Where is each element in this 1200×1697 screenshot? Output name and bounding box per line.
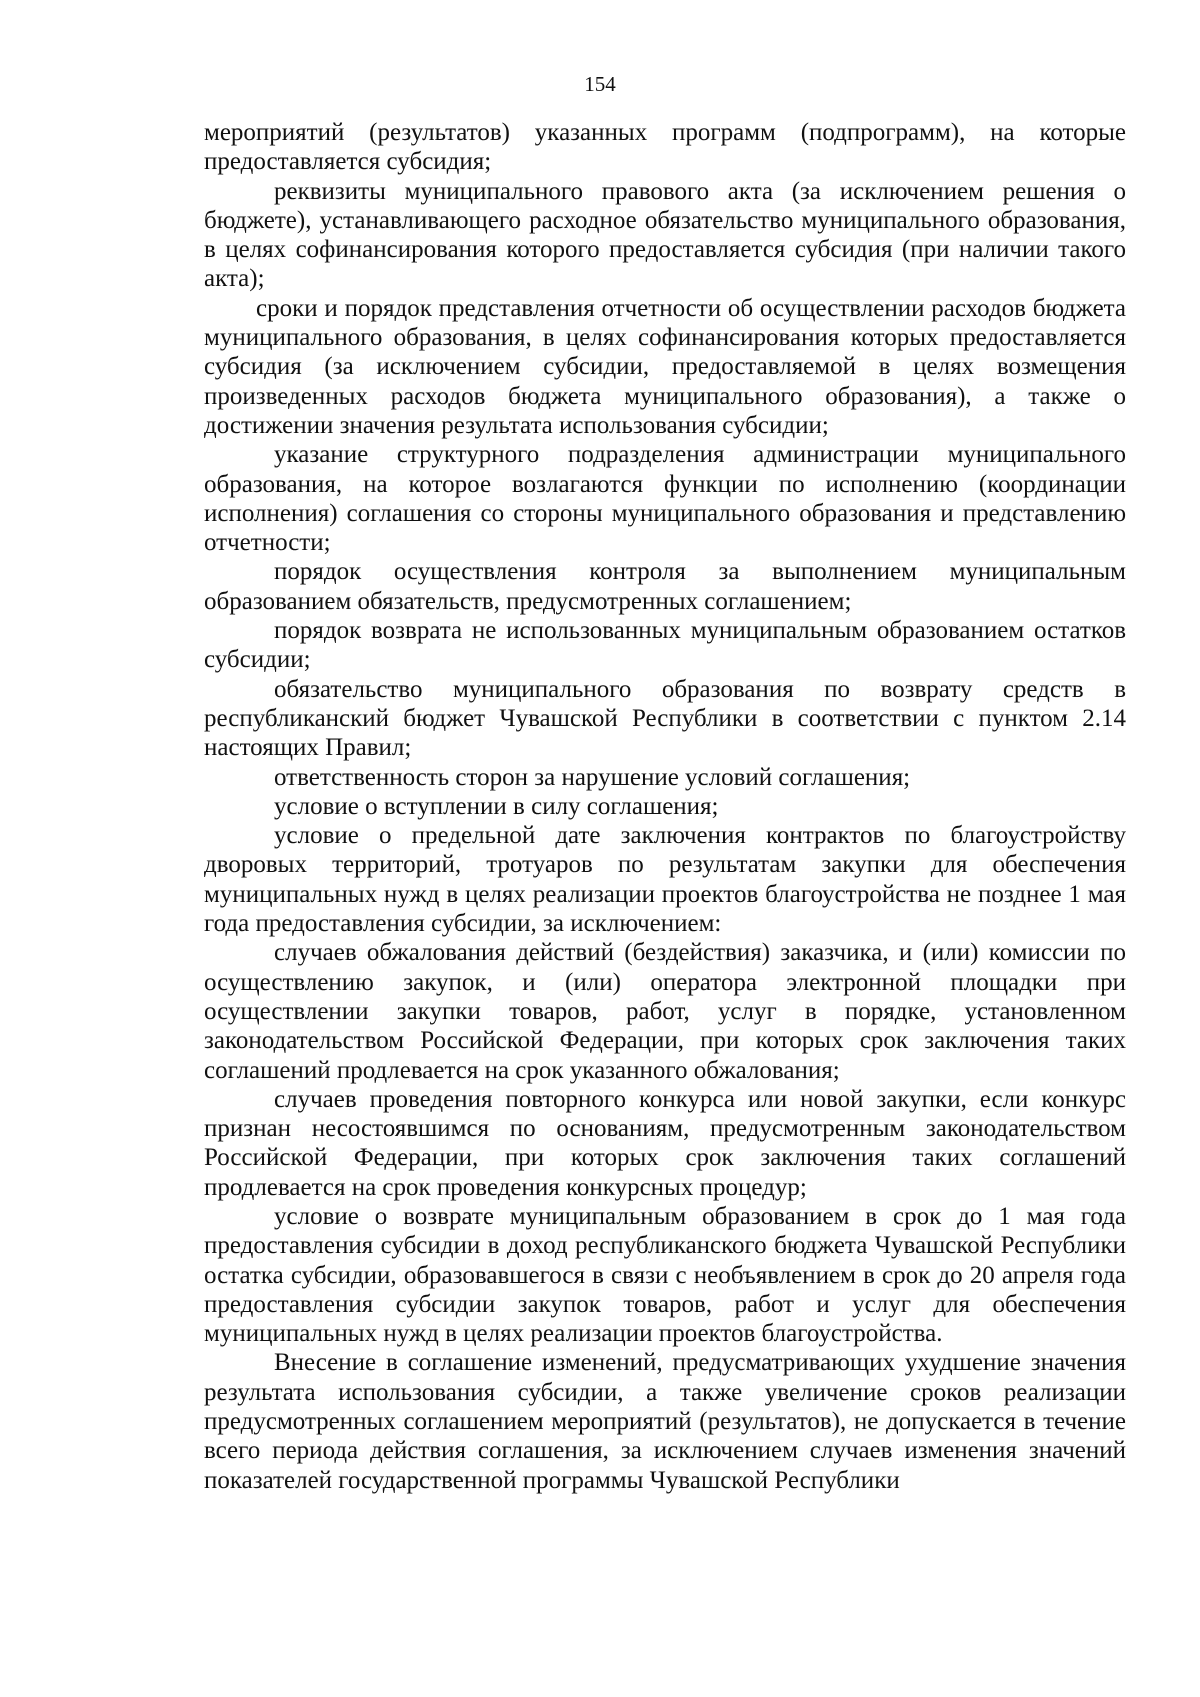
paragraph: Внесение в соглашение изменений, предусматривающих ухудшение значения результата использования субсидии, а также увеличение сроков реализации предусмотренных соглашением мероприятий (результатов), не допускается в течение всего периода действия соглашения, за исключением случаев изменения значений показателей государственной программы Чувашской Республики: [204, 1349, 1126, 1494]
paragraph: реквизиты муниципального правового акта (за исключением решения о бюджете), устанавливающего расходное обязательство муниципального образования, в целях софинансирования которого предоставляется субсидия (при наличии такого акта);: [204, 177, 1126, 293]
document-body: [204, 118, 1126, 1495]
paragraph: условие о возврате муниципальным образованием в срок до 1 мая года предоставления субсидии в доход республиканского бюджета Чувашской Республики остатка субсидии, образовавшегося в связи с необъявлением в срок до 20 апреля года предоставления субсидии закупок товаров, работ и услуг для обеспечения муниципальных нужд в целях реализации проектов благоустройства.: [204, 1202, 1126, 1348]
paragraph: указание структурного подразделения администрации муниципального образования, на которое возлагаются функции по исполнению (координации исполнения) соглашения со стороны муниципального образования и представлению отчетности;: [204, 441, 1126, 557]
paragraph: сроки и порядок представления отчетности об осуществлении расходов бюджета муниципального образования, в целях софинансирования которых предоставляется субсидия (за исключением субсидии, предоставляемой в целях возмещения произведенных расходов бюджета муниципального образования), а также о достижении значения результата использования субсидии;: [204, 294, 1126, 439]
paragraph: мероприятий (результатов) указанных программ (подпрограмм), на которые предоставляется субсидия;: [204, 119, 1126, 176]
page-number: 154: [584, 72, 616, 96]
paragraph: условие о вступлении в силу соглашения;: [274, 792, 719, 820]
paragraph: порядок осуществления контроля за выполнением муниципальным образованием обязательств, предусмотренных соглашением;: [204, 558, 1126, 615]
paragraph: условие о предельной дате заключения контрактов по благоустройству дворовых территорий, тротуаров по результатам закупки для обеспечения муниципальных нужд в целях реализации проектов благоустройства не позднее 1 мая года предоставления субсидии, за исключением:: [204, 822, 1126, 938]
paragraph: ответственность сторон за нарушение условий соглашения;: [274, 763, 911, 791]
paragraph: обязательство муниципального образования по возврату средств в республиканский бюджет Чувашской Республики в соответствии с пунктом 2.14 настоящих Правил;: [204, 675, 1126, 762]
paragraph: случаев обжалования действий (бездействия) заказчика, и (или) комиссии по осуществлению закупок, и (или) оператора электронной площадки при осуществлении закупки товаров, работ, услуг в порядке, установленном законодательством Российской Федерации, при которых срок заключения таких соглашений продлевается на срок указанного обжалования;: [204, 939, 1126, 1084]
paragraph: случаев проведения повторного конкурса или новой закупки, если конкурс признан несостоявшимся по основаниям, предусмотренным законодательством Российской Федерации, при которых срок заключения таких соглашений продлевается на срок проведения конкурсных процедур;: [204, 1085, 1126, 1201]
paragraph: порядок возврата не использованных муниципальным образованием остатков субсидии;: [204, 617, 1126, 674]
